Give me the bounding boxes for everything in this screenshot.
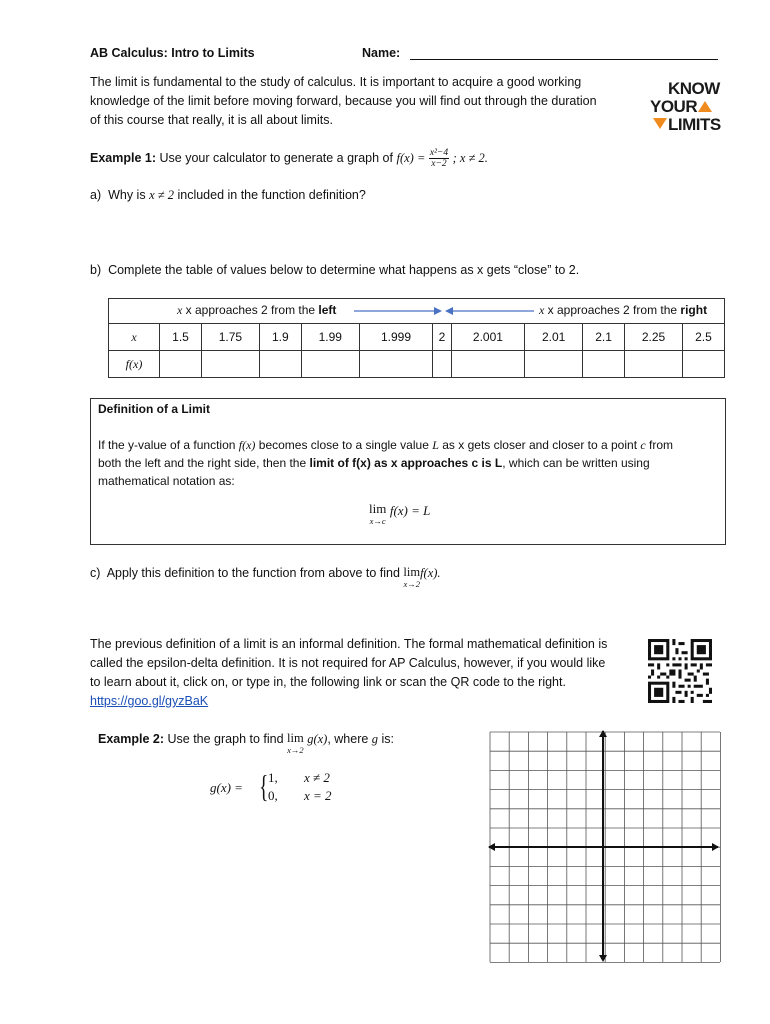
fx-cell[interactable] bbox=[259, 351, 301, 378]
fraction: $\frac{\text{x²−4}}{x-2}$ bbox=[429, 148, 449, 169]
x-cell: 1.999 bbox=[359, 324, 433, 351]
name-line bbox=[410, 59, 718, 60]
table-row-x bbox=[109, 324, 725, 351]
limit-notation: lim x→c f(x) = L bbox=[369, 501, 431, 526]
intro-paragraph: The limit is fundamental to the study of calculus. It is important to acquire a good working knowledge of the limit before moving forward, because you will find out through the duration of this course that really, it is all about limits. bbox=[90, 75, 597, 127]
y-axis-down-arrow-icon bbox=[599, 955, 607, 962]
arrow-right-icon bbox=[434, 307, 442, 315]
question-a: a) Why is x ≠ 2 included in the function definition? bbox=[90, 188, 366, 202]
fx-cell[interactable] bbox=[583, 351, 625, 378]
x-cell: 1.99 bbox=[301, 324, 359, 351]
x-cell: 1.75 bbox=[202, 324, 260, 351]
definition-title: Definition of a Limit bbox=[98, 402, 210, 416]
example-1: Example 1: Use your calculator to generate a graph of f(x) = $\frac{\text{x²−4}}{x-2}$ ; x ≠ 2. bbox=[90, 148, 488, 169]
x-cell: 2.01 bbox=[525, 324, 583, 351]
fx-cell[interactable] bbox=[625, 351, 683, 378]
right-approach-label: x x approaches 2 from the right bbox=[539, 303, 708, 317]
table-row-fx bbox=[109, 351, 725, 378]
formal-definition-paragraph: The previous definition of a limit is an informal definition. The formal mathematical definition is called the epsilon-delta definition. It is not required for AP Calculus, however, if you would like to learn about it, click on, or type in, the following link or scan the QR code to the right. https://goo.gl/gyzBaK bbox=[90, 637, 608, 708]
know-your-limits-logo: KNOW YOUR LIMITS bbox=[650, 79, 721, 134]
page-title: AB Calculus: Intro to Limits bbox=[90, 46, 255, 60]
brace: { bbox=[259, 768, 269, 804]
y-axis-up-arrow-icon bbox=[599, 730, 607, 737]
qr-code[interactable] bbox=[648, 639, 712, 703]
x-cell: 1.5 bbox=[160, 324, 202, 351]
fx-cell[interactable] bbox=[682, 351, 724, 378]
values-table bbox=[108, 298, 725, 378]
x-cell: 1.9 bbox=[259, 324, 301, 351]
example-2: Example 2: Use the graph to find lim x→2 g(x), where g is: bbox=[98, 731, 395, 755]
definition-text: If the y-value of a function f(x) becomes close to a single value L as x gets closer and closer to a point c from both the left and the right side, then the limit of f(x) as x approaches c is L, which can be written using mathematical notation as: bbox=[98, 438, 674, 488]
row-label-x: x bbox=[109, 324, 160, 351]
left-approach-label: x x approaches 2 from the left bbox=[177, 303, 337, 317]
question-b: b) Complete the table of values below to determine what happens as x gets “close” to 2. bbox=[90, 263, 580, 277]
approach-arrows bbox=[354, 303, 544, 319]
fx-cell[interactable] bbox=[160, 351, 202, 378]
row-label-fx: f(x) bbox=[109, 351, 160, 378]
coordinate-grid[interactable] bbox=[486, 728, 722, 964]
x-cell: 2.001 bbox=[451, 324, 525, 351]
triangle-up-icon bbox=[698, 101, 712, 112]
table-header-row bbox=[109, 299, 725, 324]
x-cell: 2.25 bbox=[625, 324, 683, 351]
x-axis-left-arrow-icon bbox=[488, 843, 495, 851]
name-label: Name: bbox=[362, 46, 401, 60]
epsilon-delta-link[interactable]: https://goo.gl/gyzBaK bbox=[90, 694, 209, 708]
fx-cell[interactable] bbox=[525, 351, 583, 378]
fx-cell[interactable] bbox=[301, 351, 359, 378]
definition-box bbox=[90, 398, 726, 545]
arrow-left-icon bbox=[445, 307, 453, 315]
triangle-down-icon bbox=[653, 118, 667, 129]
x-cell: 2.1 bbox=[583, 324, 625, 351]
fx-cell[interactable] bbox=[202, 351, 260, 378]
question-c: c) Apply this definition to the function from above to find lim x→2 f(x). bbox=[90, 565, 441, 589]
fx-cell[interactable] bbox=[359, 351, 433, 378]
x-cell: 2.5 bbox=[682, 324, 724, 351]
x-axis-right-arrow-icon bbox=[712, 843, 719, 851]
x-cell: 2 bbox=[433, 324, 451, 351]
fx-cell[interactable] bbox=[433, 351, 451, 378]
fx-cell[interactable] bbox=[451, 351, 525, 378]
